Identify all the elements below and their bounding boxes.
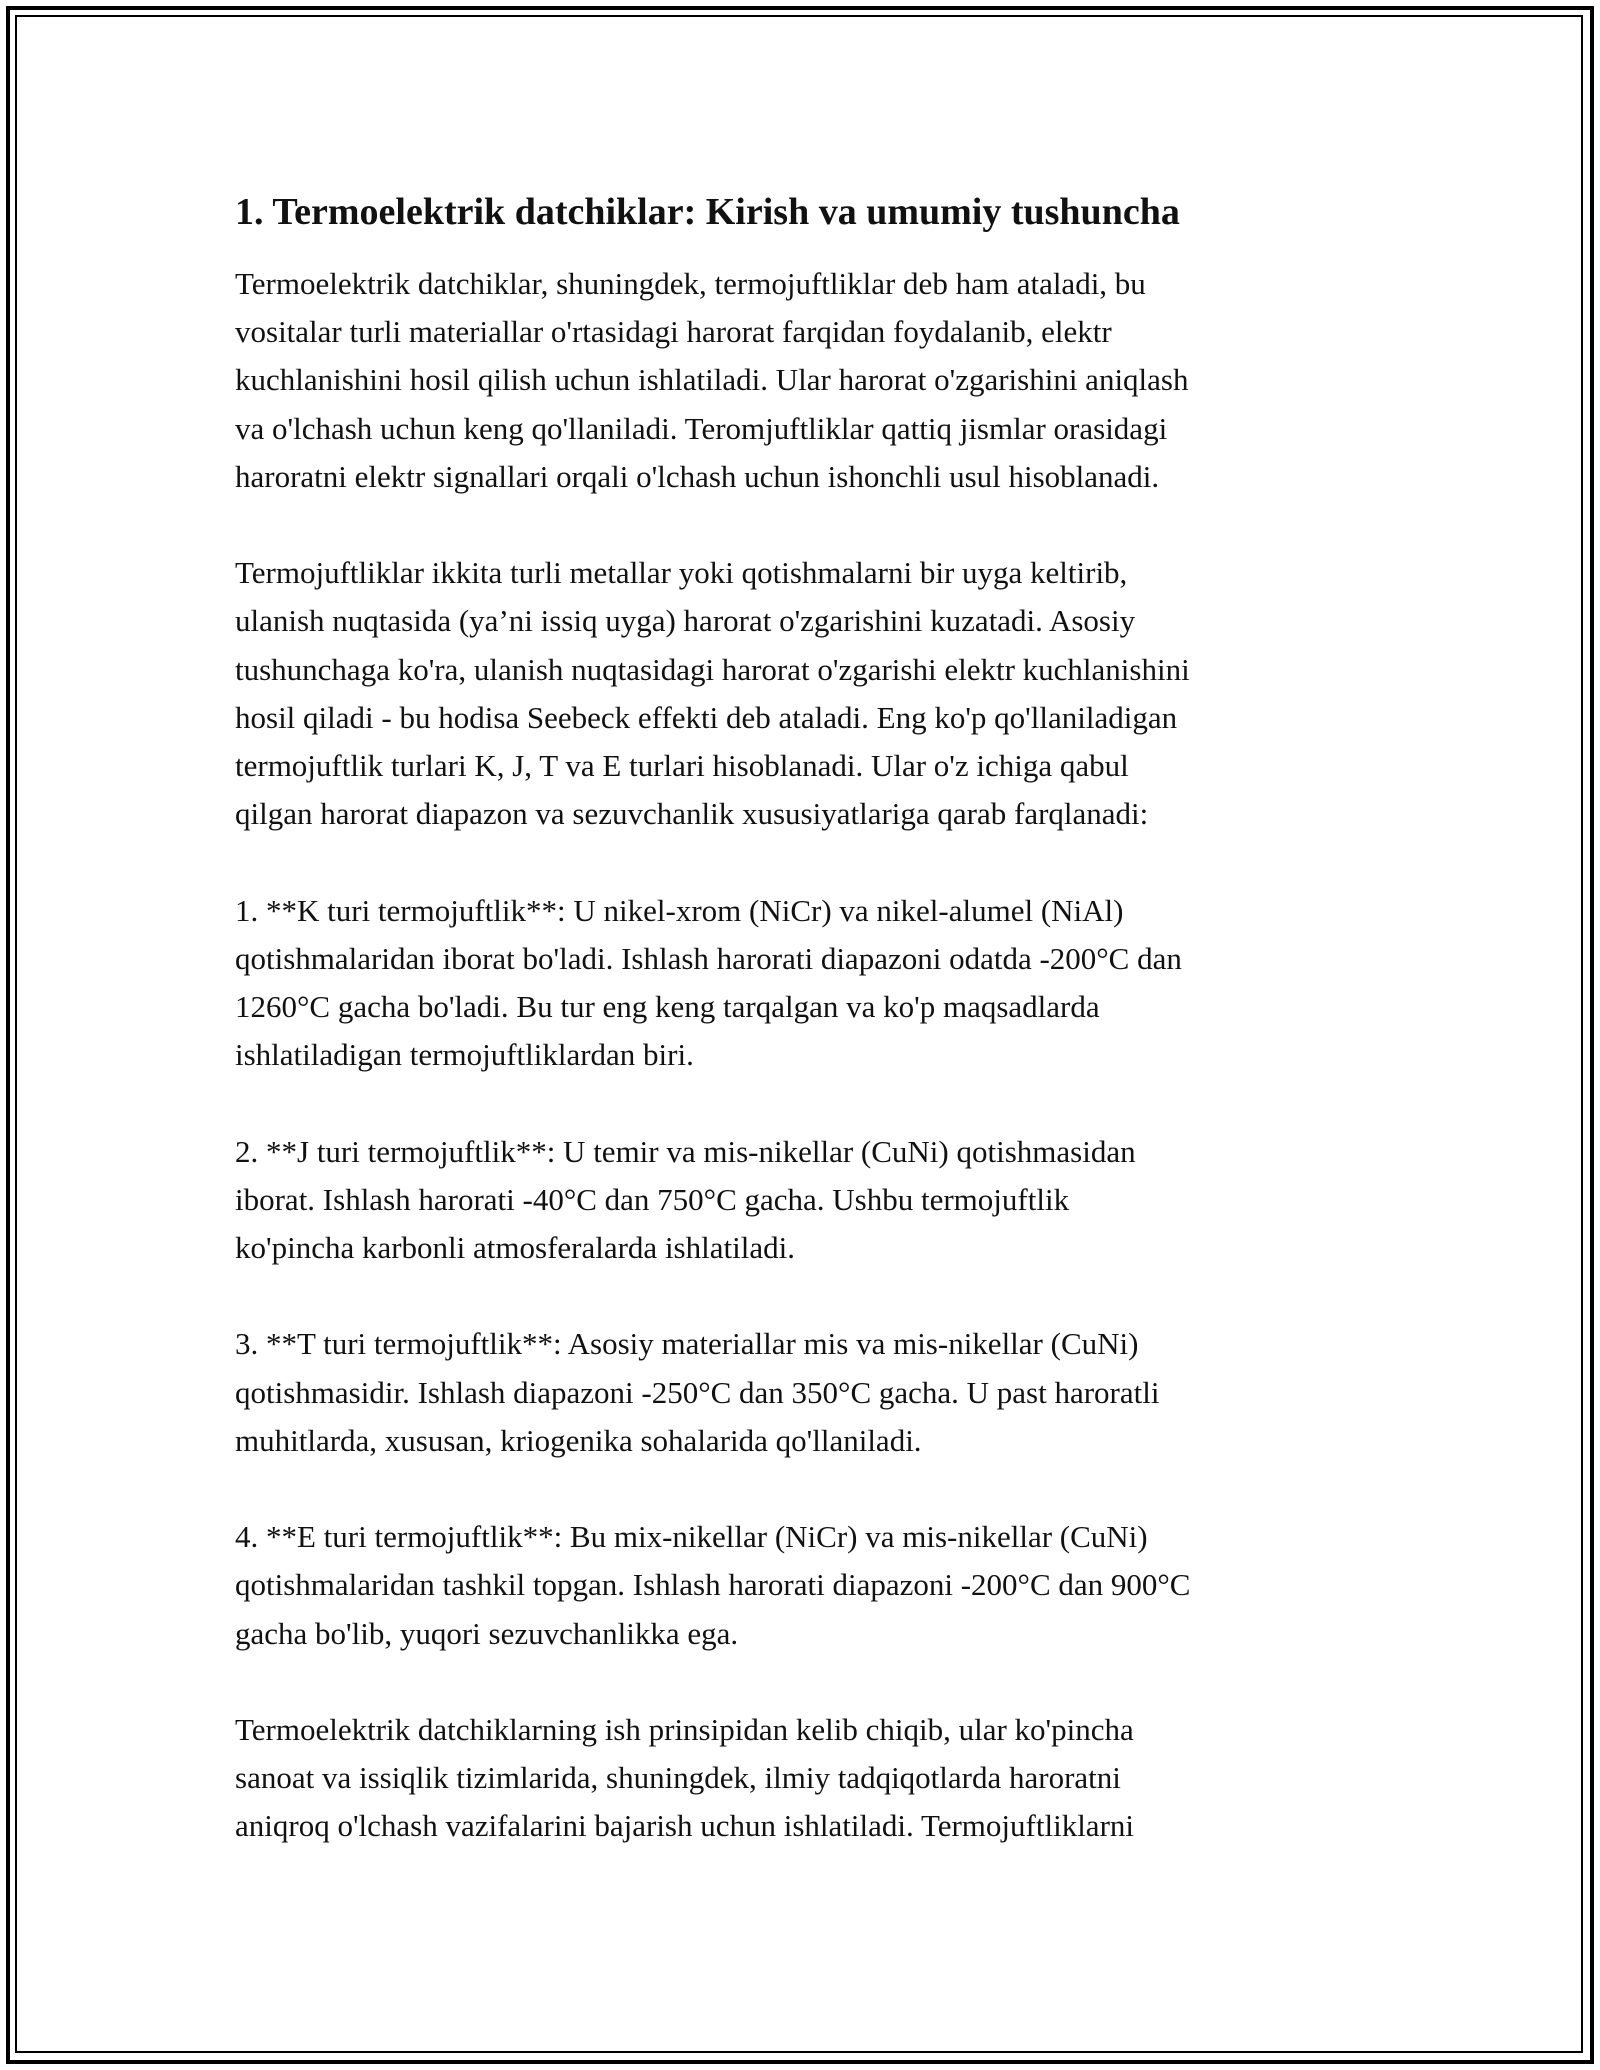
text-line: haroratni elektr signallari orqali o'lchash uchun ishonchli usul hisoblanadi. [235, 458, 1160, 494]
text-line: ulanish nuqtasida (ya’ni issiq uyga) harorat o'zgarishini kuzatadi. Asosiy [235, 603, 1136, 639]
paragraph-applications [235, 1706, 1375, 1851]
text-line: Termojuftliklar ikkita turli metallar yoki qotishmalarni bir uyga keltirib, [235, 555, 1128, 591]
text-line: va o'lchash uchun keng qo'llaniladi. Teromjuftliklar qattiq jismlar orasidagi [235, 410, 1168, 446]
text-line: 1260°C gacha bo'ladi. Bu tur eng keng tarqalgan va ko'p maqsadlarda [235, 989, 1100, 1025]
text-line: 1. **K turi termojuftlik**: U nikel-xrom (NiCr) va nikel-alumel (NiAl) [235, 892, 1124, 928]
text-line: 2. **J turi termojuftlik**: U temir va mis-nikellar (CuNi) qotishmasidan [235, 1133, 1136, 1169]
text-line: ishlatiladigan termojuftliklardan biri. [235, 1037, 694, 1073]
list-item-type-e [235, 1513, 1375, 1658]
text-line: gacha bo'lib, yuqori sezuvchanlikka ega. [235, 1615, 739, 1651]
text-line: 4. **E turi termojuftlik**: Bu mix-nikellar (NiCr) va mis-nikellar (CuNi) [235, 1519, 1148, 1555]
text-line: Termoelektrik datchiklarning ish prinsipidan kelib chiqib, ular ko'pincha [235, 1712, 1134, 1747]
text-line: ko'pincha karbonli atmosferalarda ishlatiladi. [235, 1230, 795, 1266]
text-line: iborat. Ishlash harorati -40°C dan 750°C gacha. Ushbu termojuftlik [235, 1181, 1070, 1217]
text-line: qotishmalaridan iborat bo'ladi. Ishlash harorati diapazoni odatda -200°C dan [235, 940, 1182, 976]
text-line: hosil qiladi - bu hodisa Seebeck effekti deb ataladi. Eng ko'p qo'llaniladigan [235, 699, 1178, 735]
text-line: aniqroq o'lchash vazifalarini bajarish uchun ishlatiladi. Termojuftliklarni [235, 1808, 1134, 1844]
text-line: termojuftlik turlari K, J, T va E turlari hisoblanadi. Ular o'z ichiga qabul [235, 748, 1129, 784]
text-line: tushunchaga ko'ra, ulanish nuqtasidagi harorat o'zgarishi elektr kuchlanishini [235, 651, 1190, 687]
section-heading: 1. Termoelektrik datchiklar: Kirish va umumiy tushuncha [235, 191, 1180, 233]
list-item-type-k [235, 887, 1375, 1080]
text-line: muhitlarda, xususan, kriogenika sohalarida qo'llaniladi. [235, 1422, 922, 1458]
text-line: sanoat va issiqlik tizimlarida, shuningdek, ilmiy tadqiqotlarda haroratni [235, 1760, 1121, 1796]
list-item-type-j [235, 1128, 1375, 1273]
text-line: qotishmalaridan tashkil topgan. Ishlash harorati diapazoni -200°C dan 900°C [235, 1567, 1191, 1603]
list-item-type-t [235, 1320, 1375, 1465]
text-line: kuchlanishini hosil qilish uchun ishlatiladi. Ular harorat o'zgarishini aniqlash [235, 362, 1189, 398]
text-line: qilgan harorat diapazon va sezuvchanlik xususiyatlariga qarab farqlanadi: [235, 796, 1149, 832]
paragraph-principle [235, 549, 1375, 838]
paragraph-intro [235, 260, 1375, 501]
document-content [235, 186, 1375, 1851]
text-line: vositalar turli materiallar o'rtasidagi harorat farqidan foydalanib, elektr [235, 314, 1112, 350]
text-line: qotishmasidir. Ishlash diapazoni -250°C dan 350°C gacha. U past haroratli [235, 1374, 1160, 1410]
text-line: 3. **T turi termojuftlik**: Asosiy materiallar mis va mis-nikellar (CuNi) [235, 1326, 1139, 1362]
text-line: Termoelektrik datchiklar, shuningdek, termojuftliklar deb ham ataladi, bu [235, 266, 1146, 301]
